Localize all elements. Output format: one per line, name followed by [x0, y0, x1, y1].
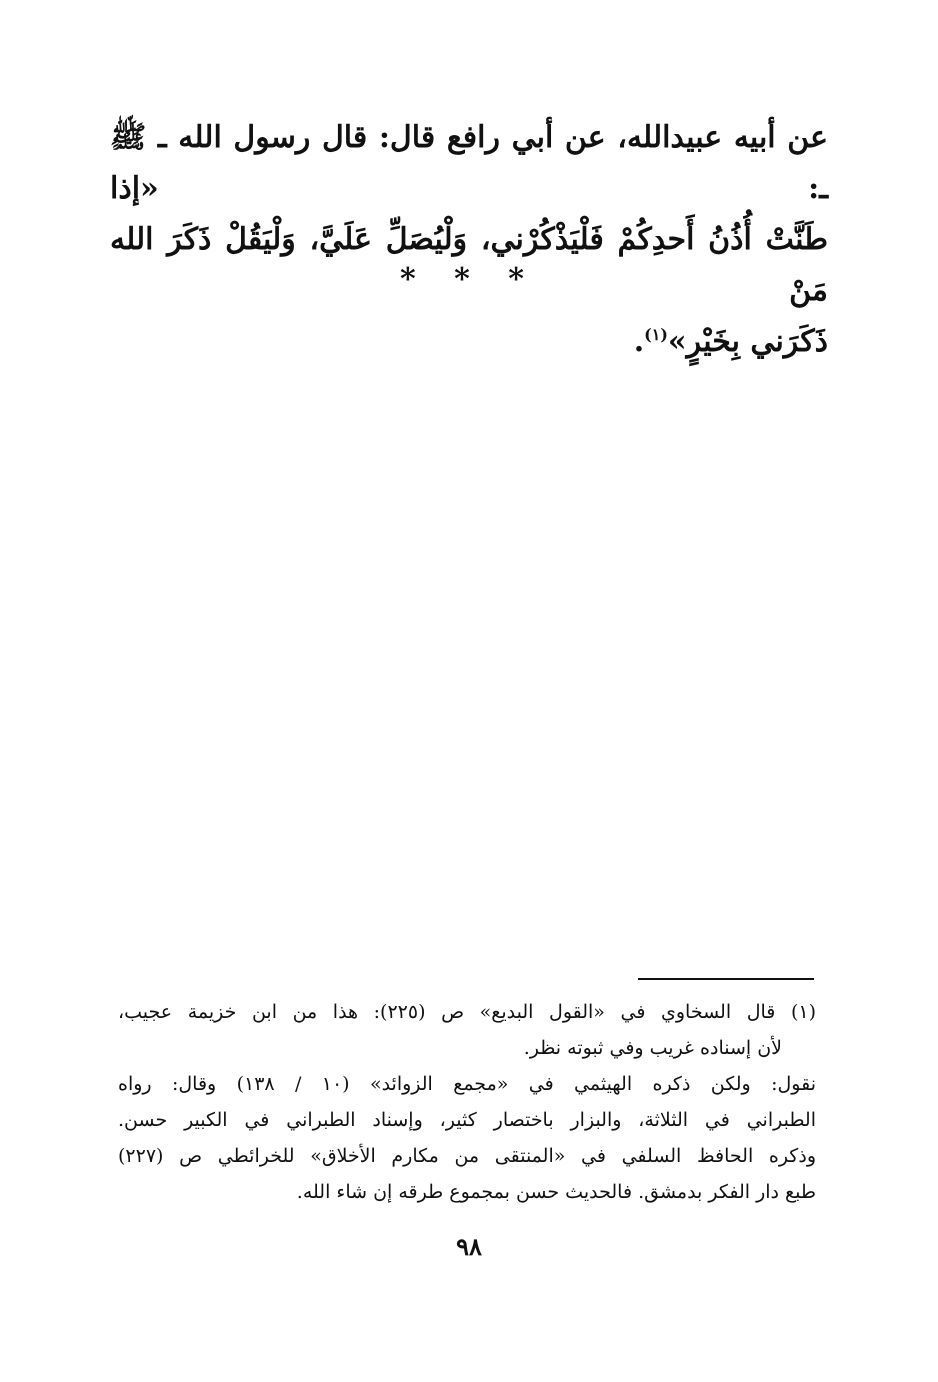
hadith-text	[110, 112, 828, 367]
footnotes	[118, 994, 816, 1210]
footnote-line-2: لأن إسناده غريب وفي ثبوته نظر.	[523, 1037, 782, 1059]
text-line-3	[110, 316, 828, 367]
page-number: ٩٨	[456, 1232, 482, 1261]
footnote-reference[interactable]: (١)	[644, 325, 668, 344]
footnote-line-1: (١) قال السخاوي في «القول البديع» ص (٢٢٥): هذا من ابن خزيمة عجيب،	[118, 1001, 817, 1023]
section-separator: * * *	[400, 262, 538, 297]
footnote-divider	[638, 978, 814, 980]
footnote-line-6: طبع دار الفكر بدمشق. فالحديث حسن بمجموع طرقه إن شاء الله.	[296, 1181, 816, 1203]
footnote-line-3: نقول: ولكن ذكره الهيثمي في «مجمع الزوائد» (١٠ / ١٣٨) وقال: رواه	[118, 1073, 817, 1095]
end-punctuation: .	[633, 324, 645, 359]
text-line-1: عن أبيه عبيدالله، عن أبي رافع قال: قال رسول الله ـ ﷺ ـ: «إذا	[110, 120, 829, 206]
footnote-line-4: الطبراني في الثلاثة، والبزار باختصار كثير، وإسناد الطبراني في الكبير حسن.	[118, 1109, 816, 1131]
footnote-line-5: وذكره الحافظ السلفي في «المنتقى من مكارم الأخلاق» للخرائطي ص (٢٢٧)	[118, 1145, 816, 1167]
text-line-3-content: ذَكَرَني بِخَيْرٍ»	[667, 324, 828, 359]
text-line-2: طَنَّتْ أُذُنُ أَحدِكُمْ فَلْيَذْكُرْني، وَلْيُصَلِّ عَلَيَّ، وَلْيَقُلْ ذَكَرَ الله مَنْ	[110, 222, 828, 308]
